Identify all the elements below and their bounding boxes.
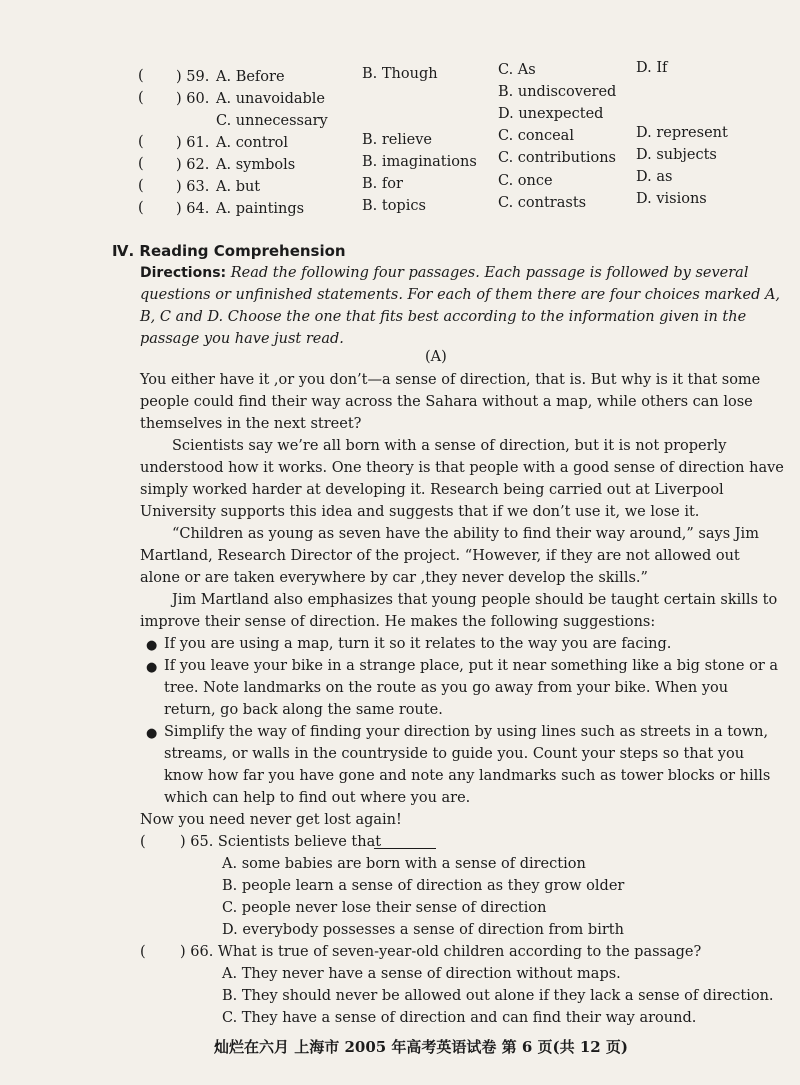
suggestion-line: return, go back along the same route.	[164, 702, 443, 718]
answer-option: D. everybody possesses a sense of direction from birth	[222, 922, 624, 938]
passage-line: people could find their way across the Sahara without a map, while others can lose	[140, 394, 753, 410]
answer-bracket: (	[138, 68, 144, 84]
option-d: D. unexpected	[498, 106, 604, 122]
answer-bracket: (	[140, 944, 146, 960]
option-c: C. As	[498, 62, 536, 78]
answer-option: C. They have a sense of direction and can find their way around.	[222, 1010, 697, 1026]
question-number: ) 62.	[176, 157, 210, 173]
question-number: ) 61.	[176, 135, 210, 151]
answer-bracket: (	[138, 156, 144, 172]
option-c: C. unnecessary	[216, 113, 328, 129]
passage-line: “Children as young as seven have the ability to find their way around,” says Jim	[172, 526, 759, 542]
answer-bracket: (	[138, 90, 144, 106]
question-number: ) 64.	[176, 201, 210, 217]
answer-option: A. some babies are born with a sense of direction	[222, 856, 586, 872]
suggestion-line: know how far you have gone and note any landmarks such as tower blocks or hills	[164, 768, 771, 784]
passage-line: Jim Martland also emphasizes that young people should be taught certain skills to	[172, 592, 778, 608]
suggestion-line: Simplify the way of finding your direction by using lines such as streets in a town,	[164, 724, 769, 740]
passage-label: (A)	[425, 349, 447, 365]
answer-option: B. people learn a sense of direction as they grow older	[222, 878, 625, 894]
option-c: C. contributions	[498, 150, 616, 166]
passage-line: alone or are taken everywhere by car ,they never develop the skills.”	[140, 570, 648, 586]
option-b: B. Though	[362, 66, 438, 82]
option-d: D. If	[636, 60, 668, 76]
option-d: D. visions	[636, 191, 707, 207]
answer-option: A. They never have a sense of direction without maps.	[222, 966, 621, 982]
directions-text: passage you have just read.	[140, 331, 344, 347]
question-number: ) 59.	[176, 69, 210, 85]
answer-blank[interactable]	[374, 834, 436, 853]
answer-option: C. people never lose their sense of direction	[222, 900, 547, 916]
option-a: A. control	[216, 135, 289, 151]
passage-line: simply worked harder at developing it. Research being carried out at Liverpool	[140, 482, 724, 498]
bullet-icon: ●	[146, 660, 158, 675]
option-a: A. unavoidable	[216, 91, 325, 107]
passage-line: You either have it ,or you don’t—a sense of direction, that is. But why is it that some	[140, 372, 761, 388]
option-d: D. subjects	[636, 147, 717, 163]
option-c: C. once	[498, 173, 553, 189]
option-b: B. imaginations	[362, 154, 477, 170]
directions-text: B, C and D. Choose the one that fits best according to the information given in the	[140, 309, 747, 325]
passage-line: University supports this idea and suggests that if we don’t use it, we lose it.	[140, 504, 700, 520]
passage-line: improve their sense of direction. He makes the following suggestions:	[140, 614, 656, 630]
passage-line: Scientists say we’re all born with a sense of direction, but it is not properly	[172, 438, 727, 454]
option-b: B. for	[362, 176, 403, 192]
option-c: C. conceal	[498, 128, 574, 144]
question-stem: ) 65. Scientists believe that	[180, 834, 382, 850]
directions-text: Read the following four passages. Each passage is followed by several	[230, 265, 749, 281]
directions-text: questions or unfinished statements. For each of them there are four choices marked A,	[140, 287, 781, 303]
page-footer: 灿烂在六月 上海市 2005 年高考英语试卷 第 6 页(共 12 页)	[214, 1038, 629, 1056]
section-title: Ⅳ. Reading Comprehension	[112, 242, 346, 260]
answer-bracket: (	[138, 134, 144, 150]
option-a: A. but	[216, 179, 261, 195]
option-a: A. paintings	[216, 201, 305, 217]
answer-option: B. They should never be allowed out alone if they lack a sense of direction.	[222, 988, 774, 1004]
question-number: ) 60.	[176, 91, 210, 107]
answer-bracket: (	[140, 834, 146, 850]
suggestion-line: tree. Note landmarks on the route as you go away from your bike. When you	[164, 680, 729, 696]
directions-label: Directions:	[140, 265, 227, 281]
passage-line: Martland, Research Director of the project. “However, if they are not allowed out	[140, 548, 740, 564]
passage-line: themselves in the next street?	[140, 416, 362, 432]
suggestion-line: streams, or walls in the countryside to guide you. Count your steps so that you	[164, 746, 745, 762]
option-d: D. as	[636, 169, 673, 185]
bullet-icon: ●	[146, 638, 158, 653]
passage-line: understood how it works. One theory is that people with a good sense of direction have	[140, 460, 784, 476]
suggestion-line: If you are using a map, turn it so it relates to the way you are facing.	[164, 636, 672, 652]
option-c: C. contrasts	[498, 195, 587, 211]
option-a: A. symbols	[216, 157, 296, 173]
option-b: B. undiscovered	[498, 84, 617, 100]
question-number: ) 63.	[176, 179, 210, 195]
option-b: B. relieve	[362, 132, 433, 148]
suggestion-line: If you leave your bike in a strange place, put it near something like a big stone or a	[164, 658, 779, 674]
bullet-icon: ●	[146, 726, 158, 741]
option-d: D. represent	[636, 125, 728, 141]
option-b: B. topics	[362, 198, 426, 214]
directions-line	[140, 265, 748, 281]
answer-bracket: (	[138, 200, 144, 216]
answer-bracket: (	[138, 178, 144, 194]
option-a: A. Before	[216, 69, 285, 85]
question-stem: ) 66. What is true of seven-year-old children according to the passage?	[180, 944, 702, 960]
passage-closing: Now you need never get lost again!	[140, 812, 402, 828]
suggestion-line: which can help to find out where you are.	[164, 790, 471, 806]
